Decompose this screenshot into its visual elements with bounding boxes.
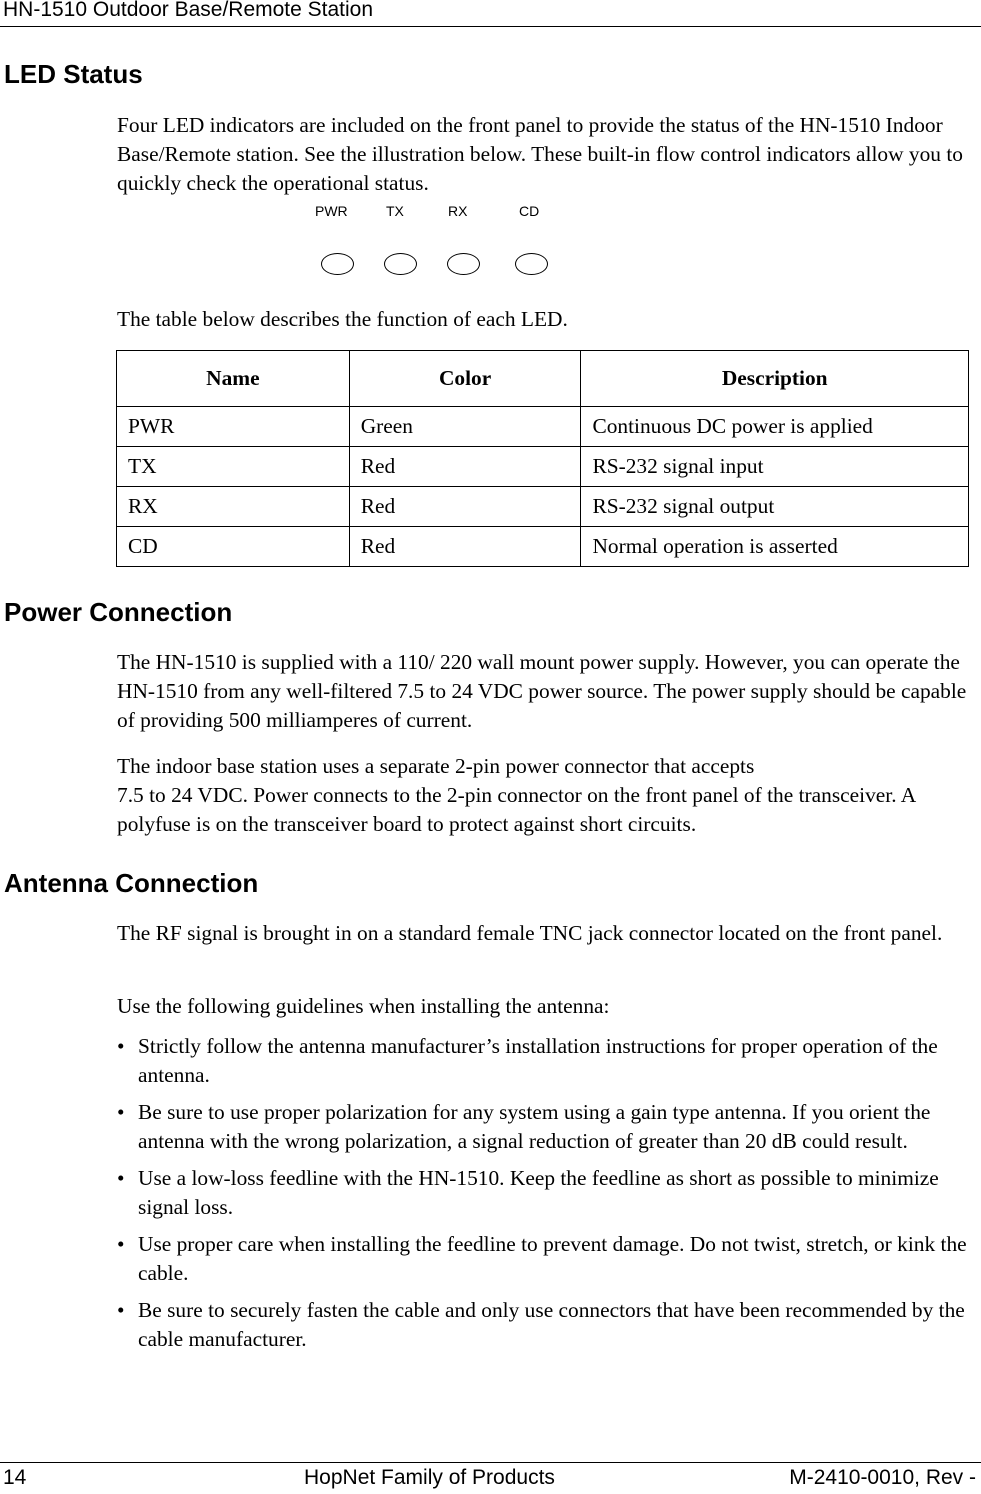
cell-name: TX — [117, 447, 350, 487]
table-intro-paragraph: The table below describes the function of each LED. — [117, 307, 568, 331]
cell-color: Red — [349, 487, 581, 527]
power-paragraph-2-line-2: 7.5 to 24 VDC. Power connects to the 2-pin connector on the front panel of the transceiver. A polyfuse is on the transceiver board to protect against short circuits. — [117, 783, 916, 836]
list-item-text: Be sure to securely fasten the cable and only use connectors that have been recommended by the cable manufacturer. — [138, 1298, 965, 1351]
table-row — [117, 527, 969, 567]
led-label-tx: TX — [386, 203, 404, 219]
cell-description: Normal operation is asserted — [581, 527, 969, 567]
column-header-description: Description — [581, 351, 969, 407]
cell-name: RX — [117, 487, 350, 527]
footer-product-name: HopNet Family of Products — [304, 1466, 555, 1489]
led-status-heading: LED Status — [4, 59, 143, 89]
table-row — [117, 447, 969, 487]
list-item-text: Be sure to use proper polarization for any system using a gain type antenna. If you orient the antenna with the wrong polarization, a signal reduction of greater than 20 dB could result. — [138, 1100, 931, 1153]
antenna-paragraph-1: The RF signal is brought in on a standard female TNC jack connector located on the front panel. — [117, 921, 943, 945]
cell-color: Red — [349, 447, 581, 487]
led-table — [116, 350, 969, 567]
list-item-text: Use a low-loss feedline with the HN-1510. Keep the feedline as short as possible to minimize signal loss. — [138, 1166, 939, 1219]
list-item-text: Strictly follow the antenna manufacturer’s installation instructions for proper operation of the antenna. — [138, 1034, 938, 1087]
bullet-glyph: • — [117, 1166, 125, 1190]
cell-name: CD — [117, 527, 350, 567]
cell-color: Green — [349, 407, 581, 447]
cell-description: RS-232 signal output — [581, 487, 969, 527]
power-paragraph-1: The HN-1510 is supplied with a 110/ 220 wall mount power supply. However, you can operate the HN-1510 from any well-filtered 7.5 to 24 VDC power source. The power supply should be capable of providing 500 milliamperes of current. — [117, 650, 967, 732]
led-label-rx: RX — [448, 203, 468, 219]
header-title: HN-1510 Outdoor Base/Remote Station — [3, 0, 374, 21]
led-intro-paragraph: Four LED indicators are included on the front panel to provide the status of the HN-1510 Indoor Base/Remote station. See the illustration below. These built-in flow control indicators allow you to quickly check the operational status. — [117, 113, 963, 195]
cell-description: RS-232 signal input — [581, 447, 969, 487]
cell-name: PWR — [117, 407, 350, 447]
led-label-cd: CD — [519, 203, 540, 219]
bullet-glyph: • — [117, 1034, 125, 1058]
bullet-glyph: • — [117, 1298, 125, 1322]
footer-rule — [0, 1462, 981, 1463]
table-header-row — [117, 351, 969, 407]
list-item — [117, 1032, 979, 1090]
led-pwr-indicator — [321, 253, 354, 275]
page-number: 14 — [3, 1466, 27, 1489]
cell-color: Red — [349, 527, 581, 567]
led-rx-indicator — [447, 253, 480, 275]
bullet-glyph: • — [117, 1232, 125, 1256]
list-item-text: Use proper care when installing the feedline to prevent damage. Do not twist, stretch, or kink the cable. — [138, 1232, 967, 1285]
list-item — [117, 1098, 979, 1156]
header-rule — [0, 26, 981, 27]
column-header-name: Name — [117, 351, 350, 407]
antenna-connection-heading: Antenna Connection — [4, 868, 259, 898]
table-row — [117, 487, 969, 527]
column-header-color: Color — [349, 351, 581, 407]
list-item — [117, 1164, 979, 1222]
table-row — [117, 407, 969, 447]
power-connection-heading: Power Connection — [4, 597, 233, 627]
list-item — [117, 1230, 979, 1288]
power-paragraph-2 — [117, 752, 979, 839]
list-item — [117, 1296, 979, 1354]
power-paragraph-2-line-1: The indoor base station uses a separate 2-pin power connector that accepts — [117, 754, 755, 778]
footer-doc-id: M-2410-0010, Rev - — [789, 1466, 976, 1489]
led-cd-indicator — [515, 253, 548, 275]
led-label-pwr: PWR — [315, 203, 348, 219]
led-tx-indicator — [384, 253, 417, 275]
antenna-paragraph-2: Use the following guidelines when installing the antenna: — [117, 994, 610, 1018]
cell-description: Continuous DC power is applied — [581, 407, 969, 447]
antenna-guidelines-list — [117, 1032, 979, 1362]
bullet-glyph: • — [117, 1100, 125, 1124]
